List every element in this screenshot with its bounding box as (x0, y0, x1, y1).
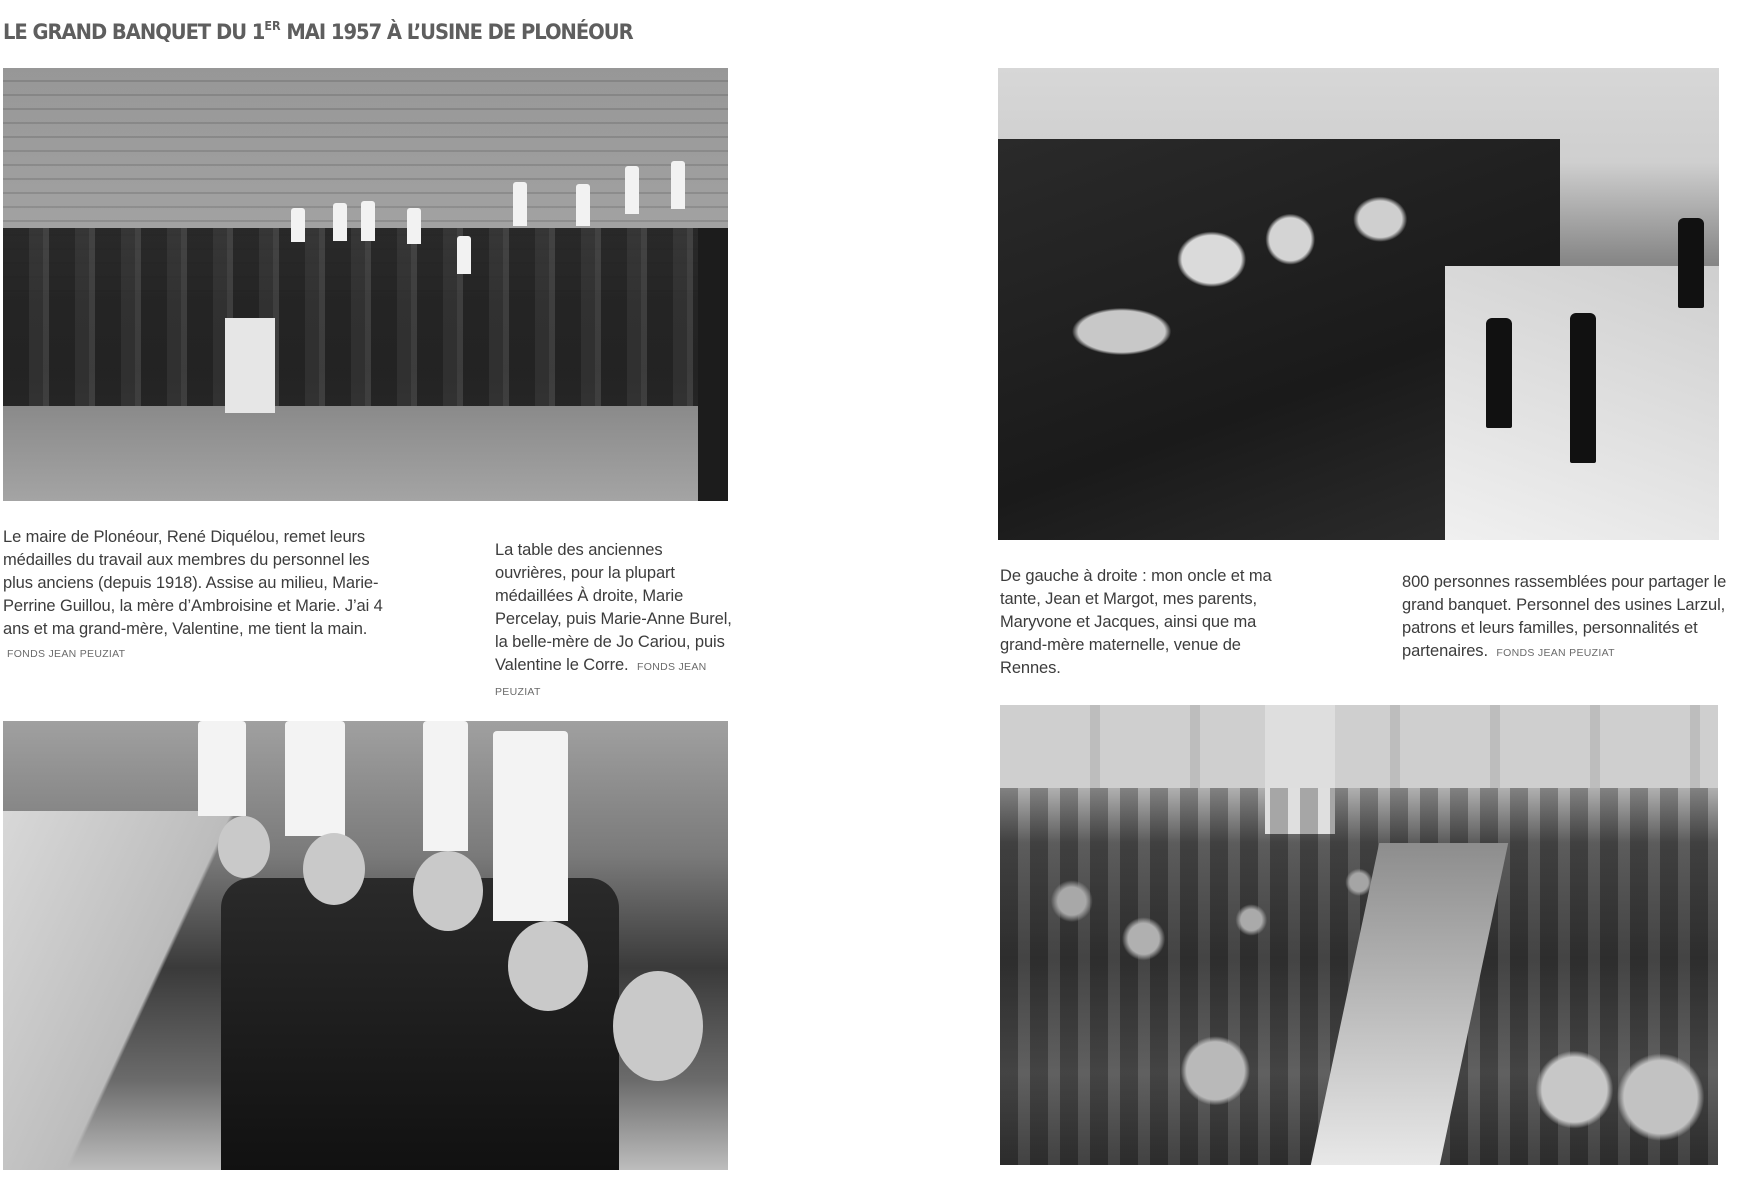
coiffe (407, 208, 421, 244)
crowd-standing (3, 228, 728, 406)
tablecloth (225, 318, 275, 413)
caption-family (1000, 565, 1290, 680)
hall-wall (1000, 705, 1718, 788)
face (413, 851, 483, 931)
coiffe (291, 208, 305, 242)
face (218, 816, 270, 878)
wine-bottle (1486, 318, 1512, 428)
face (613, 971, 703, 1081)
coiffe (361, 201, 375, 241)
caption-text: De gauche à droite : mon oncle et ma tante, Jean et Margot, mes parents, Maryvone et Jacques, ainsi que ma grand-mère maternelle, venue de Rennes. (1000, 567, 1272, 677)
wine-bottle (1570, 313, 1596, 463)
coiffe (671, 161, 685, 209)
photo-banquet-hall (1000, 705, 1718, 1165)
coiffe (457, 236, 471, 274)
coiffe (423, 721, 468, 851)
title-superscript: ER (264, 19, 281, 33)
page-title (3, 19, 633, 44)
photo-credit: FONDS JEAN PEUZIAT (495, 661, 707, 698)
photo-elder-workers-table (3, 721, 728, 1170)
caption-text: Le maire de Plonéour, René Diquélou, remet leurs médailles du travail aux membres du personnel les plus anciens (depuis 1918). Assise au milieu, Marie-Perrine Guillou, la mère d’Ambroisine et Marie. J’ai 4 ans et ma grand-mère, Valentine, me tient la main. (3, 528, 383, 638)
coiffe (493, 731, 568, 921)
coiffe (333, 203, 347, 241)
photo-credit: FONDS JEAN PEUZIAT (1496, 647, 1615, 659)
photo-credit: FONDS JEAN PEUZIAT (7, 648, 126, 660)
coiffe (198, 721, 246, 816)
dark-figure-edge (698, 228, 728, 501)
face (508, 921, 588, 1011)
factory-floor (3, 406, 728, 501)
face (303, 833, 365, 905)
coiffe (576, 184, 590, 226)
caption-text: 800 personnes rassemblées pour partager le grand banquet. Personnel des usines Larzul, patrons et leurs familles, personnalités et partenaires. (1402, 573, 1727, 660)
photo-family-at-table (998, 68, 1719, 540)
caption-text: La table des anciennes ouvrières, pour la plupart médaillées À droite, Marie Percelay, puis Marie-Anne Burel, la belle-mère de Jo Cariou, puis Valentine le Corre. (495, 541, 732, 674)
photo-medal-ceremony (3, 68, 728, 501)
caption-800-guests (1402, 571, 1732, 665)
coiffe (625, 166, 639, 214)
coiffe (285, 721, 345, 836)
caption-elder-workers-table (495, 539, 735, 704)
title-text-start: LE GRAND BANQUET DU 1 (3, 20, 265, 44)
coiffe (513, 182, 527, 226)
wine-bottle (1678, 218, 1704, 308)
caption-medal-ceremony (3, 526, 403, 666)
title-text-end: MAI 1957 À L’USINE DE PLONÉOUR (280, 20, 633, 44)
